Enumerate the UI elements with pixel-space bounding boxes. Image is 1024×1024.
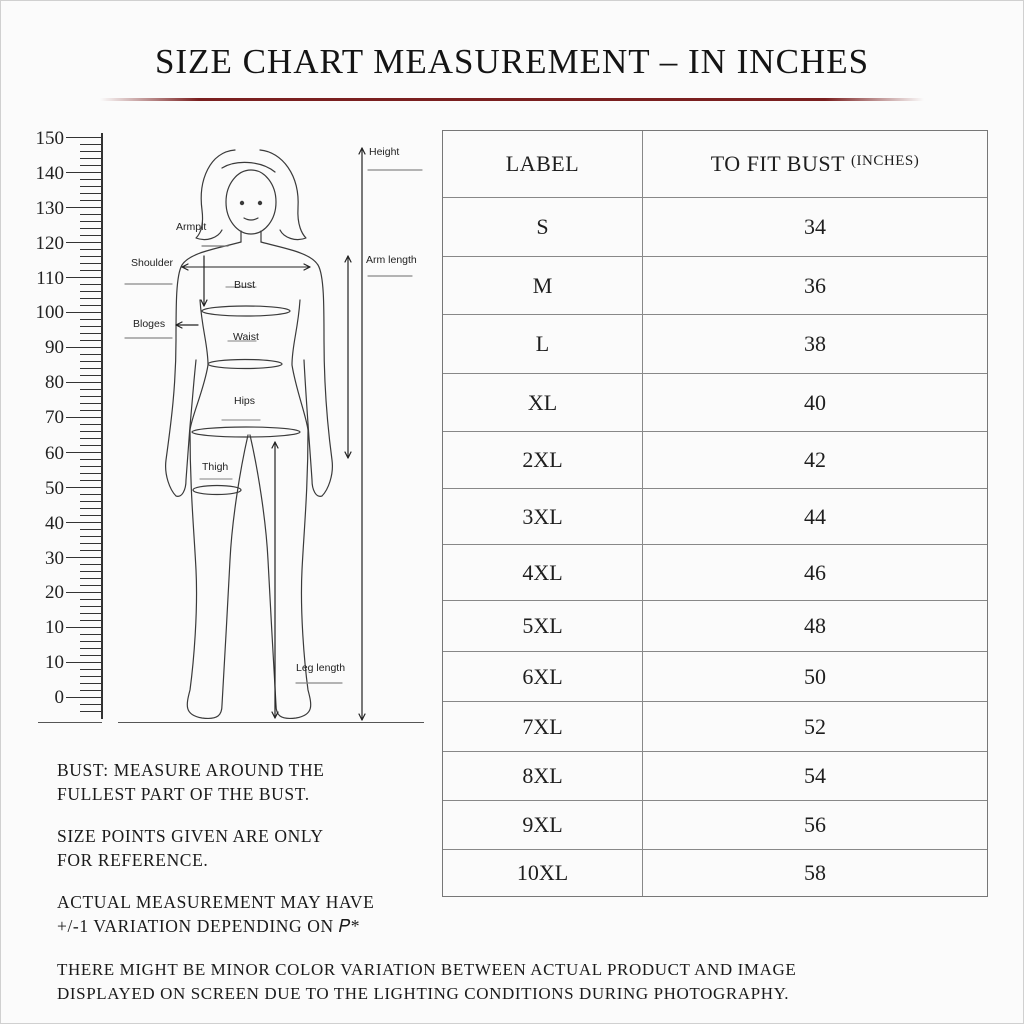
- ruler-tick: [80, 270, 102, 271]
- hips-label: Hips: [234, 395, 256, 407]
- ruler-tick: [80, 291, 102, 292]
- ruler-tick: [80, 375, 102, 376]
- bust-value-cell: 44: [804, 503, 826, 529]
- ruler-tick: [80, 221, 102, 222]
- table-row: [443, 489, 987, 545]
- note-line: THERE MIGHT BE MINOR COLOR VARIATION BETWEEN ACTUAL PRODUCT AND IMAGE: [57, 960, 797, 979]
- ruler-tick: [80, 354, 102, 355]
- ruler-tick: [80, 571, 102, 572]
- table-row: [443, 752, 987, 801]
- ruler-tick: [66, 382, 102, 383]
- ruler-label: 120: [35, 233, 64, 254]
- bust-value-cell: 46: [804, 559, 826, 585]
- size-label-cell: 9XL: [522, 812, 563, 837]
- page-title: SIZE CHART MEASUREMENT – IN INCHES: [154, 42, 870, 81]
- ruler-tick: [80, 186, 102, 187]
- ruler-tick: [80, 508, 102, 509]
- size-label-cell: 2XL: [522, 447, 563, 472]
- size-label-cell: 8XL: [522, 763, 563, 788]
- ruler-tick: [80, 564, 102, 565]
- ruler-tick: [80, 151, 102, 152]
- size-label-cell: 10XL: [516, 860, 569, 885]
- ruler-tick: [80, 305, 102, 306]
- ruler-tick: [80, 389, 102, 390]
- ruler-tick: [66, 277, 102, 278]
- ruler-tick: [80, 249, 102, 250]
- ruler-base-line: [38, 722, 102, 723]
- table-row: [443, 198, 987, 257]
- ruler-tick: [66, 487, 102, 488]
- bust-value-cell: 38: [804, 331, 826, 356]
- ruler-tick: [80, 340, 102, 341]
- ruler-tick: [80, 494, 102, 495]
- ruler-tick: [66, 347, 102, 348]
- table-row: [443, 374, 987, 432]
- ruler-tick: [66, 417, 102, 418]
- ruler-tick: [80, 326, 102, 327]
- note-line: +/-1 VARIATION DEPENDING ON 𝑃*: [57, 916, 361, 936]
- bust-column-unit: (INCHES): [851, 152, 920, 169]
- ruler-tick: [80, 711, 102, 712]
- ruler-tick: [80, 200, 102, 201]
- ruler-label: 30: [45, 548, 64, 569]
- size-label-cell: L: [535, 331, 550, 356]
- ruler-tick: [80, 655, 102, 656]
- ruler-label: 80: [45, 372, 64, 393]
- ruler-tick: [80, 361, 102, 362]
- leg-length-label: Leg length: [296, 662, 346, 674]
- ruler-tick: [80, 228, 102, 229]
- ruler-tick: [80, 634, 102, 635]
- bust-value-cell: 54: [804, 763, 826, 788]
- ruler-tick: [80, 578, 102, 579]
- table-row: [443, 702, 987, 752]
- ruler-tick: [80, 410, 102, 411]
- bust-value-cell: 36: [804, 272, 826, 298]
- ruler-tick: [80, 543, 102, 544]
- ruler-tick: [80, 284, 102, 285]
- ruler-tick: [80, 165, 102, 166]
- size-table: [442, 130, 988, 897]
- ruler-tick: [80, 431, 102, 432]
- bust-label: Bust: [234, 279, 256, 291]
- bust-column-title: TO FIT BUST: [710, 151, 846, 176]
- ruler-tick: [80, 193, 102, 194]
- ruler-tick: [80, 214, 102, 215]
- title-divider: [100, 98, 924, 101]
- ruler-tick: [80, 676, 102, 677]
- ruler-tick: [80, 158, 102, 159]
- ruler-tick: [80, 473, 102, 474]
- shoulder-label: Shoulder: [131, 257, 174, 269]
- ruler-tick: [66, 312, 102, 313]
- height-label: Height: [369, 146, 400, 158]
- ruler-tick: [80, 403, 102, 404]
- ruler-tick: [66, 662, 102, 663]
- ruler-label: 90: [45, 337, 64, 358]
- bust-value-cell: 52: [804, 713, 826, 739]
- ruler-label: 60: [45, 443, 64, 464]
- bust-value-cell: 58: [804, 860, 826, 885]
- note-line: FOR REFERENCE.: [57, 850, 209, 870]
- ruler-tick: [80, 599, 102, 600]
- bust-column-header: [643, 131, 987, 197]
- armpit-label: Armplt: [176, 221, 207, 233]
- ruler-tick: [80, 396, 102, 397]
- body-measurement-figure: [110, 130, 430, 730]
- ruler-tick: [80, 179, 102, 180]
- ruler-tick: [80, 669, 102, 670]
- ruler-tick: [80, 263, 102, 264]
- ruler-tick: [80, 466, 102, 467]
- color-variation-disclaimer: [57, 958, 987, 1006]
- ruler-tick: [80, 606, 102, 607]
- ruler-tick: [66, 452, 102, 453]
- ruler-tick: [80, 613, 102, 614]
- ruler-tick: [66, 172, 102, 173]
- ruler-tick: [66, 697, 102, 698]
- note-line: SIZE POINTS GIVEN ARE ONLY: [57, 826, 324, 846]
- table-header-row: [443, 131, 987, 198]
- ruler-tick: [80, 501, 102, 502]
- size-label-cell: 3XL: [522, 503, 563, 529]
- size-label-cell: 7XL: [522, 713, 563, 739]
- size-label-cell: XL: [527, 389, 558, 415]
- ruler-tick: [80, 256, 102, 257]
- ruler-tick: [80, 683, 102, 684]
- bust-value-cell: 42: [804, 447, 826, 472]
- note-line: BUST: MEASURE AROUND THE: [57, 760, 325, 780]
- ruler-tick: [80, 480, 102, 481]
- size-label-cell: S: [536, 214, 549, 239]
- table-row: [443, 545, 987, 601]
- ruler-tick: [66, 592, 102, 593]
- ruler-label: 130: [35, 198, 64, 219]
- ruler-tick: [80, 585, 102, 586]
- ruler-tick: [80, 690, 102, 691]
- thigh-label: Thigh: [202, 461, 229, 473]
- variation-note: [57, 890, 437, 938]
- ruler-label: 70: [45, 407, 64, 428]
- arm-length-label: Arm length: [366, 254, 417, 266]
- bust-value-cell: 56: [804, 812, 826, 837]
- table-row: [443, 601, 987, 652]
- table-row: [443, 850, 987, 896]
- table-row: [443, 652, 987, 702]
- ruler-tick: [80, 333, 102, 334]
- ruler-tick: [80, 368, 102, 369]
- ruler-label: 110: [36, 268, 64, 289]
- note-line: ACTUAL MEASUREMENT MAY HAVE: [57, 892, 375, 912]
- ruler-tick: [66, 522, 102, 523]
- height-ruler: [28, 125, 108, 725]
- size-label-cell: 6XL: [522, 663, 563, 689]
- ruler-tick: [80, 620, 102, 621]
- ruler-tick: [66, 137, 102, 138]
- ruler-label: 150: [35, 128, 64, 149]
- ruler-label: 50: [45, 478, 64, 499]
- ruler-tick: [80, 529, 102, 530]
- bust-value-cell: 48: [804, 613, 826, 638]
- bust-value-cell: 40: [804, 389, 826, 415]
- woman-outline-illustration: [110, 130, 430, 730]
- ruler-tick: [66, 242, 102, 243]
- ruler-label: 100: [35, 302, 64, 323]
- ruler-label: 10: [45, 652, 64, 673]
- label-column-header: LABEL: [505, 151, 580, 176]
- waist-label: Waist: [233, 331, 259, 343]
- bust-measure-note: [57, 758, 437, 806]
- ruler-tick: [80, 515, 102, 516]
- ruler-tick: [66, 207, 102, 208]
- ruler-tick: [80, 298, 102, 299]
- ruler-tick: [80, 648, 102, 649]
- ruler-tick: [80, 319, 102, 320]
- ruler-tick: [66, 557, 102, 558]
- ruler-tick: [80, 550, 102, 551]
- ruler-label: 10: [45, 617, 64, 638]
- ruler-tick: [80, 445, 102, 446]
- size-label-cell: M: [532, 272, 553, 298]
- reference-note: [57, 824, 437, 872]
- note-line: DISPLAYED ON SCREEN DUE TO THE LIGHTING CONDITIONS DURING PHOTOGRAPHY.: [57, 984, 790, 1003]
- ruler-label: 140: [35, 163, 64, 184]
- table-row: [443, 801, 987, 850]
- ruler-label: 0: [54, 687, 64, 708]
- ruler-label: 20: [45, 582, 64, 603]
- ruler-tick: [80, 536, 102, 537]
- bloges-label: Bloges: [133, 318, 166, 330]
- ruler-tick: [80, 438, 102, 439]
- ruler-tick: [80, 704, 102, 705]
- ruler-tick: [80, 459, 102, 460]
- bust-value-cell: 50: [804, 663, 826, 689]
- table-row: [443, 315, 987, 374]
- table-row: [443, 432, 987, 489]
- ruler-tick: [80, 641, 102, 642]
- ruler-tick: [66, 627, 102, 628]
- size-label-cell: 4XL: [522, 559, 563, 585]
- ruler-tick: [80, 424, 102, 425]
- note-line: FULLEST PART OF THE BUST.: [57, 784, 310, 804]
- ruler-tick: [80, 144, 102, 145]
- ruler-tick: [80, 235, 102, 236]
- ruler-label: 40: [45, 513, 64, 534]
- size-label-cell: 5XL: [522, 613, 563, 638]
- bust-value-cell: 34: [804, 214, 826, 239]
- table-row: [443, 257, 987, 315]
